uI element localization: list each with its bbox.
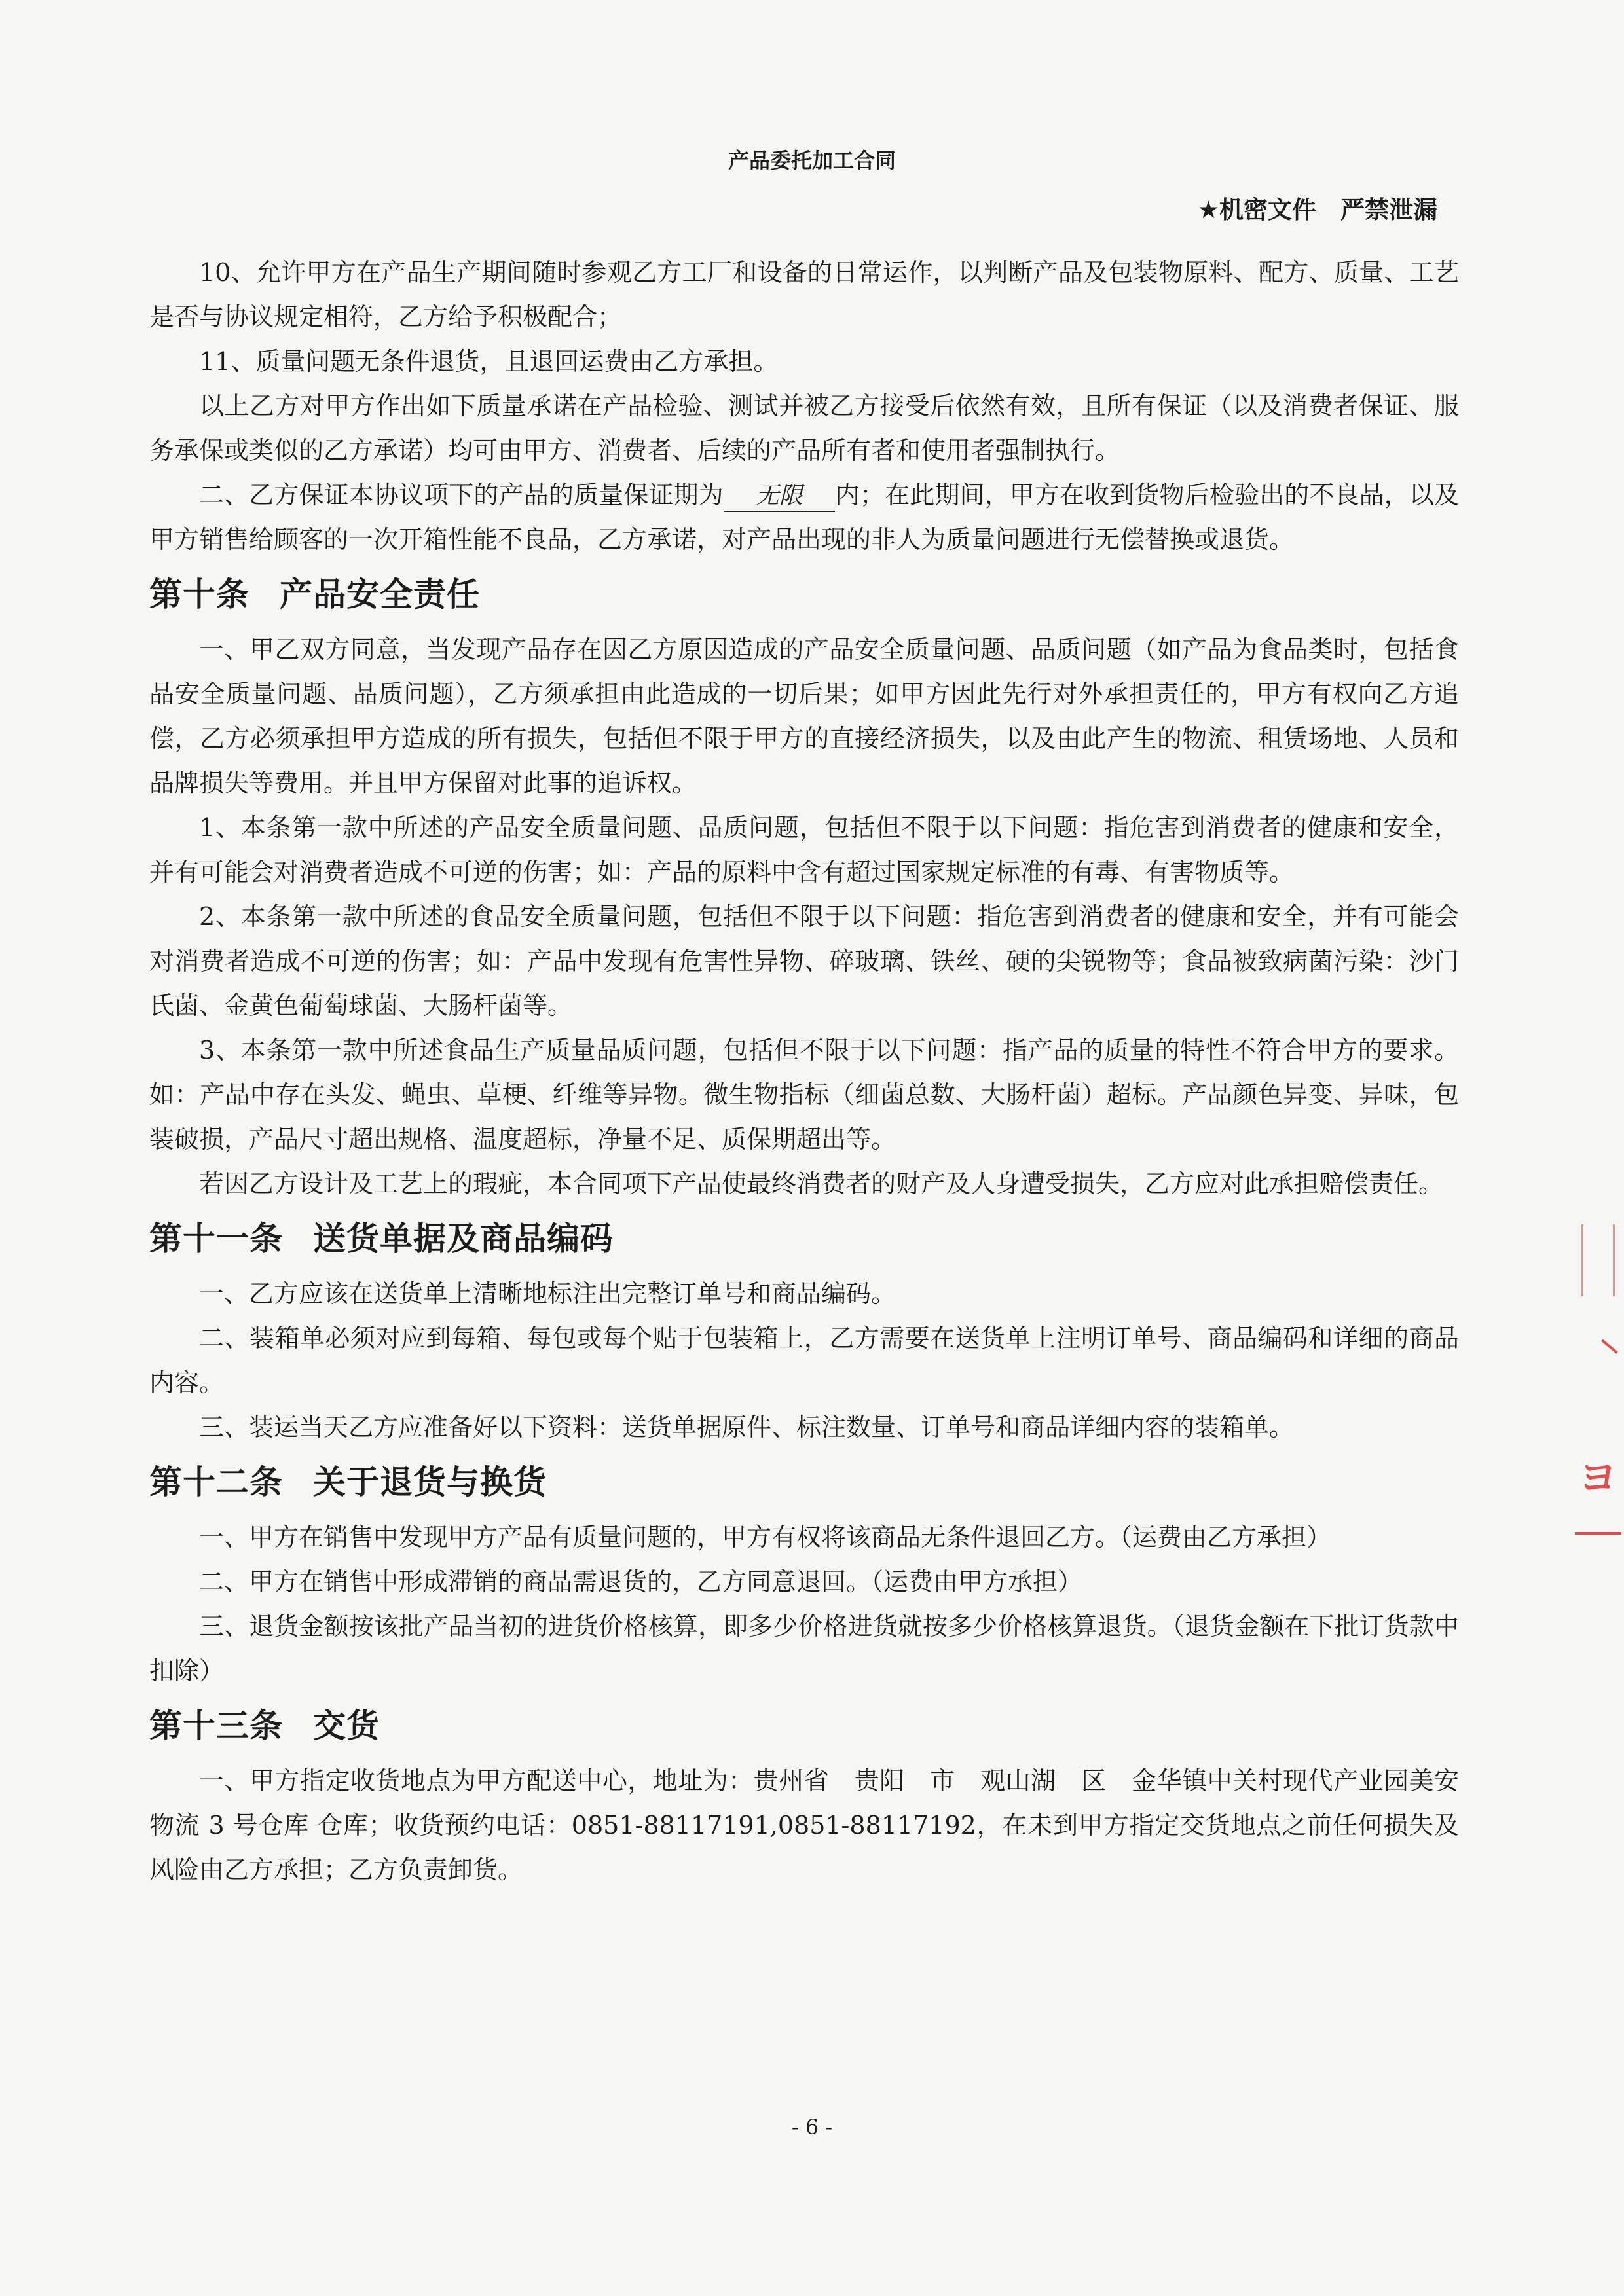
article-13-para-1: 一、甲方指定收货地点为甲方配送中心，地址为：贵州省 贵阳 市 观山湖 区 金华镇中关村现代产业园美安物流 3 号仓库 仓库；收货预约电话：0851-88117191,0851-88117192，在未到甲方指定交货地点之前任何损失及风险由乙方承担；乙方负责卸货。 [149,1766,1459,1884]
article-11-para-1: 一、乙方应该在送货单上清晰地标注出完整订单号和商品编码。 [199,1279,896,1308]
confidential-notice: ★机密文件 严禁泄漏 [1197,196,1437,224]
article-11-heading [149,1206,1459,1271]
warranty-text-before: 二、乙方保证本协议项下的产品的质量保证期为 [199,481,724,509]
seal-stroke [1581,1224,1615,1296]
article-13-title: 交货 [313,1707,380,1745]
article-10-para-4: 3、本条第一款中所述食品生产质量品质问题，包括但不限于以下问题：指产品的质量的特性不符合甲方的要求。如：产品中存在头发、蝇虫、草梗、纤维等异物。微生物指标（细菌总数、大肠杆菌）超标。产品颜色异变、异味，包装破损，产品尺寸超出规格、温度超标，净量不足、质保期超出等。 [149,1036,1459,1154]
paragraph-quality-commitment: 以上乙方对甲方作出如下质量承诺在产品检验、测试并被乙方接受后依然有效，且所有保证（以及消费者保证、服务承保或类似的乙方承诺）均可由甲方、消费者、后续的产品所有者和使用者强制执行。 [149,392,1459,465]
article-11-title: 送货单据及商品编码 [313,1220,614,1258]
article-12-number: 第十二条 [149,1463,283,1501]
warranty-period-handwritten: 无限 [724,482,835,512]
seal-stroke [1584,1339,1617,1374]
seal-glyph: ヨ [1578,1455,1617,1501]
paragraph-warranty-period [149,473,1459,562]
seal-stamp-partial [1568,1224,1624,1591]
warranty-text-after: 内；在此期间，甲方在收到货物后检验出的不良品，以及甲方销售给顾客的一次开箱性能不良品，乙方承诺，对产品出现的非人为质量问题进行无偿替换或退货。 [149,481,1459,554]
article-12-heading [149,1449,1459,1515]
article-12-para-2: 二、甲方在销售中形成滞销的商品需退货的，乙方同意退回。（运费由甲方承担） [199,1567,1083,1596]
paragraph-item-11: 11、质量问题无条件退货，且退回运费由乙方承担。 [199,347,779,376]
article-10-number: 第十条 [149,575,249,613]
document-title: 产品委托加工合同 [728,148,896,173]
seal-stroke [1575,1532,1621,1535]
page-number: - 6 - [791,2115,833,2140]
document-body [149,250,1459,1892]
article-12-title: 关于退货与换货 [313,1463,547,1501]
article-11-para-2: 二、装箱单必须对应到每箱、每包或每个贴于包装箱上，乙方需要在送货单上注明订单号、商品编码和详细的商品内容。 [149,1324,1459,1397]
article-11-number: 第十一条 [149,1220,283,1258]
paragraph-item-10: 10、允许甲方在产品生产期间随时参观乙方工厂和设备的日常运作，以判断产品及包装物原料、配方、质量、工艺是否与协议规定相符，乙方给予积极配合； [149,258,1459,331]
article-11-para-3: 三、装运当天乙方应准备好以下资料：送货单据原件、标注数量、订单号和商品详细内容的装箱单。 [199,1413,1295,1442]
article-10-para-1: 一、甲乙双方同意，当发现产品存在因乙方原因造成的产品安全质量问题、品质问题（如产品为食品类时，包括食品安全质量问题、品质问题），乙方须承担由此造成的一切后果；如甲方因此先行对外承担责任的，甲方有权向乙方追偿，乙方必须承担甲方造成的所有损失，包括但不限于甲方的直接经济损失，以及由此产生的物流、租赁场地、人员和品牌损失等费用。并且甲方保留对此事的追诉权。 [149,635,1459,797]
article-12-para-1: 一、甲方在销售中发现甲方产品有质量问题的，甲方有权将该商品无条件退回乙方。（运费由乙方承担） [199,1523,1332,1552]
article-13-heading [149,1693,1459,1758]
article-12-para-3: 三、退货金额按该批产品当初的进货价格核算，即多少价格进货就按多少价格核算退货。（退货金额在下批订货款中扣除） [149,1612,1459,1685]
article-10-para-3: 2、本条第一款中所述的食品安全质量问题，包括但不限于以下问题：指危害到消费者的健康和安全，并有可能会对消费者造成不可逆的伤害；如：产品中发现有危害性异物、碎玻璃、铁丝、硬的尖锐物等；食品被致病菌污染：沙门氏菌、金黄色葡萄球菌、大肠杆菌等。 [149,902,1459,1020]
article-10-para-5: 若因乙方设计及工艺上的瑕疵，本合同项下产品使最终消费者的财产及人身遭受损失，乙方应对此承担赔偿责任。 [199,1169,1444,1198]
article-10-heading [149,562,1459,627]
article-13-number: 第十三条 [149,1707,283,1745]
article-10-para-2: 1、本条第一款中所述的产品安全质量问题、品质问题，包括但不限于以下问题：指危害到消费者的健康和安全，并有可能会对消费者造成不可逆的伤害；如：产品的原料中含有超过国家规定标准的有毒、有害物质等。 [149,813,1459,886]
article-10-title: 产品安全责任 [280,575,480,613]
